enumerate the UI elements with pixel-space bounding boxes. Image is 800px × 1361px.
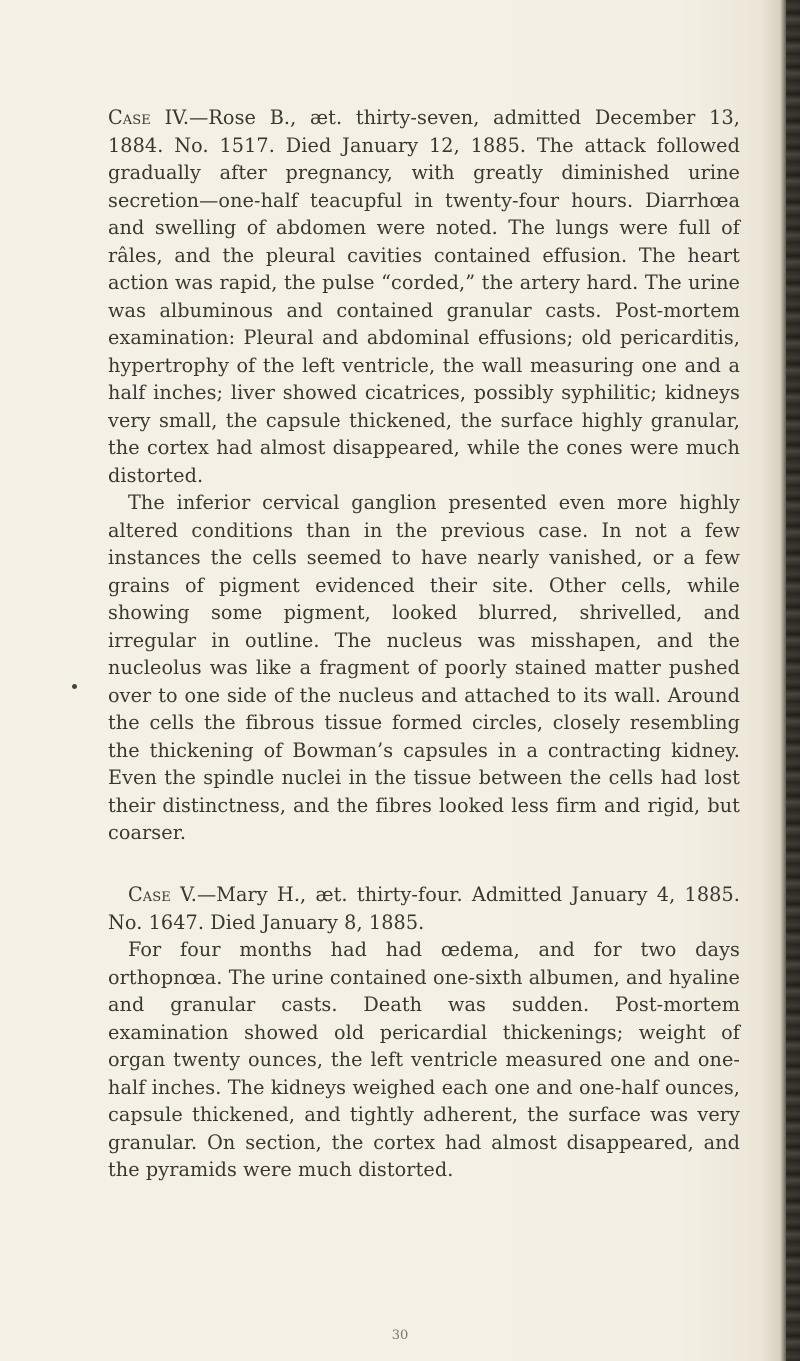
case-iv-paragraph-2: The inferior cervical ganglion presented even more highly altered conditions than in the previous case. In not a few instances the cells seemed to have nearly vanished, or a few grains of pigment evidenced their site. Other cells, while showing some pigment, looked blurred, shrivelled, and irregular in outline. The nucleus was misshapen, and the nucleolus was like a fragment of poorly stained matter pushed over to one side of the nucleus and attached to its wall. Around the cells the fibrous tissue formed circles, closely resembling the thickening of Bowman’s capsules in a contracting kidney. Even the spindle nuclei in the tissue between the cells had lost their distinctness, and the fibres looked less firm and rigid, but coarser.	[108, 491, 740, 844]
case-v-section	[108, 881, 740, 1184]
case-v-paragraph-2: For four months had had œdema, and for two days orthopnœa. The urine contained one-sixth albumen, and hyaline and granular casts. Death was sudden. Post-mortem examination showed old pericardial thickenings; weight of organ twenty ounces, the left ventricle measured one and one-half inches. The kidneys weighed each one and one-half ounces, capsule thickened, and tightly adherent, the surface was very granular. On section, the cortex had almost disappeared, and the pyramids were much distorted.	[108, 938, 740, 1181]
case-iv-section	[108, 104, 740, 847]
case-v-heading: Case V.	[128, 883, 197, 906]
case-v-paragraph-1	[108, 881, 740, 936]
case-v-paragraph-1-text: —Mary H., æt. thirty-four. Admitted January 4, 1885. No. 1647. Died January 8, 1885.	[108, 883, 740, 934]
page-number: 30	[391, 1328, 409, 1343]
case-iv-paragraph-1	[108, 104, 740, 489]
page-edge	[786, 0, 800, 1361]
margin-mark	[72, 684, 77, 689]
case-iv-paragraph-1-text: —Rose B., æt. thirty-seven, admitted December 13, 1884. No. 1517. Died January 12, 1885. The attack followed gradually after pregnancy, with greatly diminished urine secretion—one-half teacupful in twenty-four hours. Diarrhœa and swelling of abdomen were noted. The lungs were full of râles, and the pleural cavities contained effusion. The heart action was rapid, the pulse “corded,” the artery hard. The urine was albuminous and contained granular casts. Post-mortem examination: Pleural and abdominal effusions; old pericarditis, hypertrophy of the left ventricle, the wall measuring one and a half inches; liver showed cicatrices, possibly syphilitic; kidneys very small, the capsule thickened, the surface highly granular, the cortex had almost disappeared, while the cones were much distorted.	[108, 106, 740, 487]
case-iv-heading: Case IV.	[108, 106, 190, 129]
